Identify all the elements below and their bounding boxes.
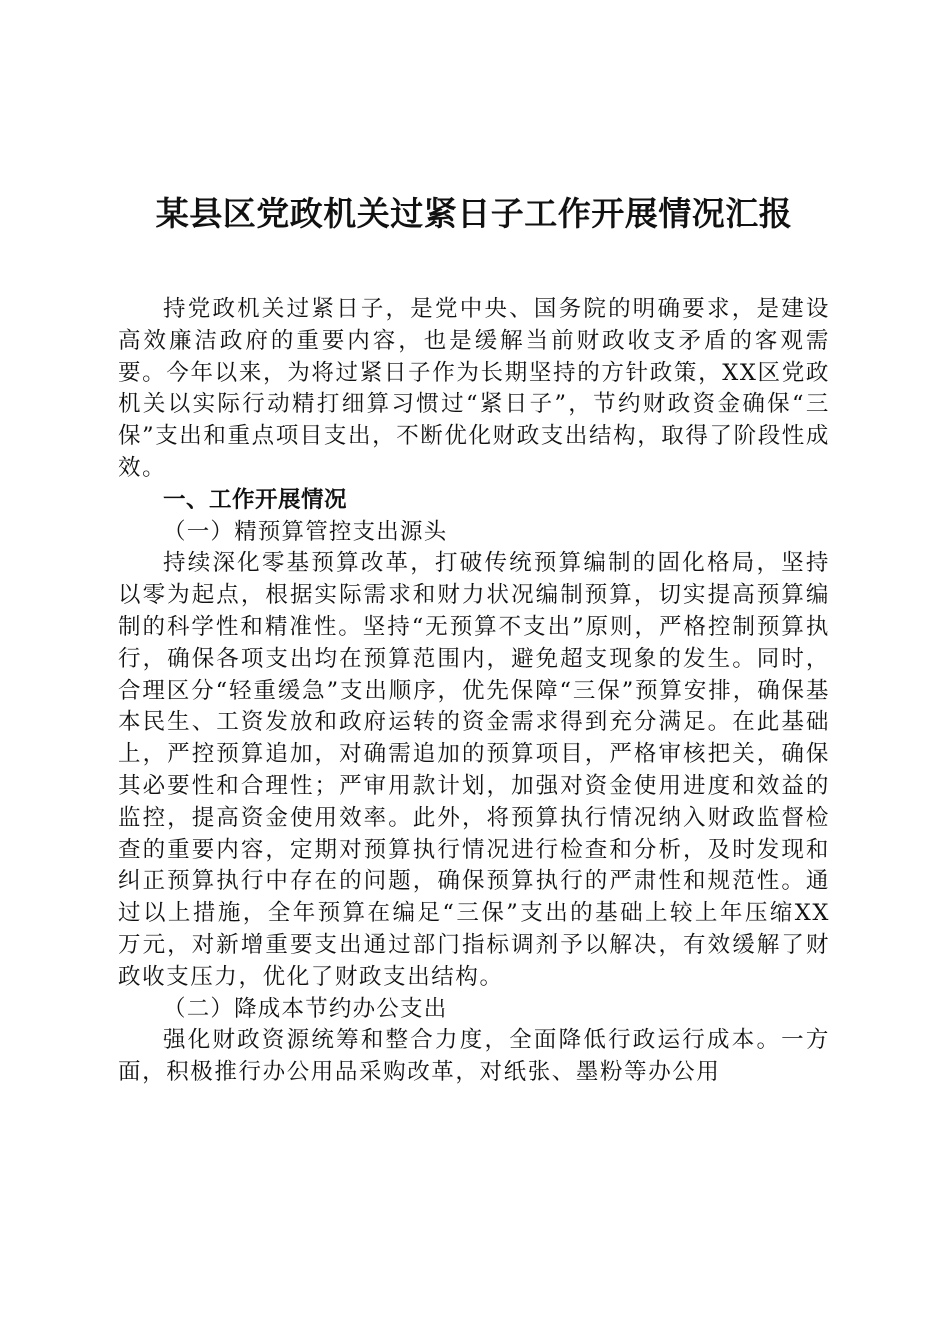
intro-paragraph: 持党政机关过紧日子，是党中央、国务院的明确要求，是建设高效廉洁政府的重要内容，也是缓解当前财政收支矛盾的客观需要。今年以来，为将过紧日子作为长期坚持的方针政策，XX区党政机关以实际行动精打细算习惯过“紧日子”，节约财政资金确保“三保”支出和重点项目支出，不断优化财政支出结构，取得了阶段性成效。 xyxy=(118,296,831,481)
document-title: 某县区党政机关过紧日子工作开展情况汇报 xyxy=(155,194,793,233)
section-heading-1: 一、工作开展情况 xyxy=(163,486,348,513)
subsection-heading-1: （一）精预算管控支出源头 xyxy=(163,518,448,545)
subsection-paragraph-2: 强化财政资源统筹和整合力度，全面降低行政运行成本。一方面，积极推行办公用品采购改革，对纸张、墨粉等办公用 xyxy=(118,1027,830,1086)
subsection-paragraph-1: 持续深化零基预算改革，打破传统预算编制的固化格局，坚持以零为起点，根据实际需求和财力状况编制预算，切实提高预算编制的科学性和精准性。坚持“无预算不支出”原则，严格控制预算执行，确保各项支出均在预算范围内，避免超支现象的发生。同时，合理区分“轻重缓急”支出顺序，优先保障“三保”预算安排，确保基本民生、工资发放和政府运转的资金需求得到充分满足。在此基础上，严控预算追加，对确需追加的预算项目，严格审核把关，确保其必要性和合理性；严审用款计划，加强对资金使用进度和效益的监控，提高资金使用效率。此外，将预算执行情况纳入财政监督检查的重要内容，定期对预算执行情况进行检查和分析，及时发现和纠正预算执行中存在的问题，确保预算执行的严肃性和规范性。通过以上措施，全年预算在编足“三保”支出的基础上较上年压缩XX万元，对新增重要支出通过部门指标调剂予以解决，有效缓解了财政收支压力，优化了财政支出结构。 xyxy=(118,550,830,990)
subsection-heading-2: （二）降成本节约办公支出 xyxy=(163,995,448,1022)
document-body xyxy=(118,294,830,1089)
